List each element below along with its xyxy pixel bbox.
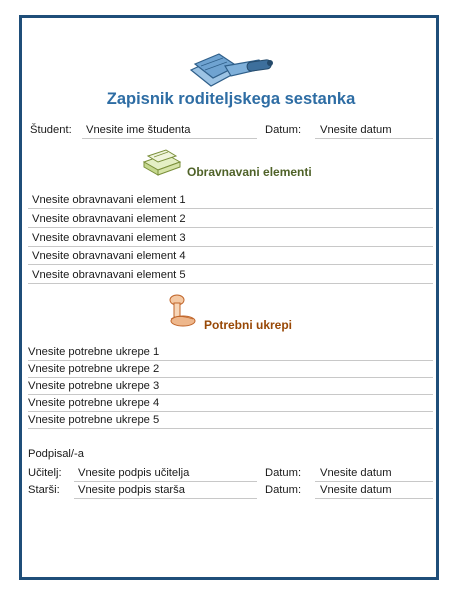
student-label: Študent: (30, 124, 72, 136)
date-underline (315, 138, 433, 139)
parent-signature-field[interactable]: Vnesite podpis starša (78, 484, 185, 496)
actions-heading: Potrebni ukrepi (204, 318, 293, 332)
discussed-line-3 (28, 246, 433, 247)
discussed-line-1 (28, 208, 433, 209)
discussed-item-2[interactable]: Vnesite obravnavani element 2 (32, 213, 186, 225)
parent-signature-underline (74, 498, 257, 499)
action-line-4 (28, 411, 433, 412)
action-line-3 (28, 394, 433, 395)
discussed-heading: Obravnavani elementi (187, 165, 312, 179)
action-item-2[interactable]: Vnesite potrebne ukrepe 2 (28, 363, 160, 375)
stamp-icon (163, 292, 203, 332)
discussed-item-1[interactable]: Vnesite obravnavani element 1 (32, 194, 186, 206)
discussed-line-4 (28, 264, 433, 265)
parent-date-field[interactable]: Vnesite datum (320, 484, 392, 496)
action-item-1[interactable]: Vnesite potrebne ukrepe 1 (28, 346, 160, 358)
discussed-item-3[interactable]: Vnesite obravnavani element 3 (32, 232, 186, 244)
signed-label: Podpisal/-a (28, 448, 84, 460)
student-underline (82, 138, 257, 139)
teacher-date-label: Datum: (265, 467, 302, 479)
action-item-4[interactable]: Vnesite potrebne ukrepe 4 (28, 397, 160, 409)
action-line-2 (28, 377, 433, 378)
parent-date-underline (315, 498, 433, 499)
parent-date-label: Datum: (265, 484, 302, 496)
teacher-signature-underline (74, 481, 257, 482)
notebooks-icon (140, 148, 184, 178)
document-title: Zapisnik roditeljskega sestanka (106, 90, 356, 108)
action-line-5 (28, 428, 433, 429)
books-and-pen-icon (187, 50, 277, 92)
date-field[interactable]: Vnesite datum (320, 124, 392, 136)
action-item-3[interactable]: Vnesite potrebne ukrepe 3 (28, 380, 160, 392)
discussed-item-4[interactable]: Vnesite obravnavani element 4 (32, 250, 186, 262)
student-field[interactable]: Vnesite ime študenta (86, 124, 191, 136)
date-label: Datum: (265, 124, 302, 136)
discussed-line-5 (28, 283, 433, 284)
discussed-item-5[interactable]: Vnesite obravnavani element 5 (32, 269, 186, 281)
action-item-5[interactable]: Vnesite potrebne ukrepe 5 (28, 414, 160, 426)
teacher-date-field[interactable]: Vnesite datum (320, 467, 392, 479)
teacher-date-underline (315, 481, 433, 482)
discussed-line-2 (28, 227, 433, 228)
teacher-label: Učitelj: (28, 467, 62, 479)
action-line-1 (28, 360, 433, 361)
parent-label: Starši: (28, 484, 60, 496)
teacher-signature-field[interactable]: Vnesite podpis učitelja (78, 467, 190, 479)
